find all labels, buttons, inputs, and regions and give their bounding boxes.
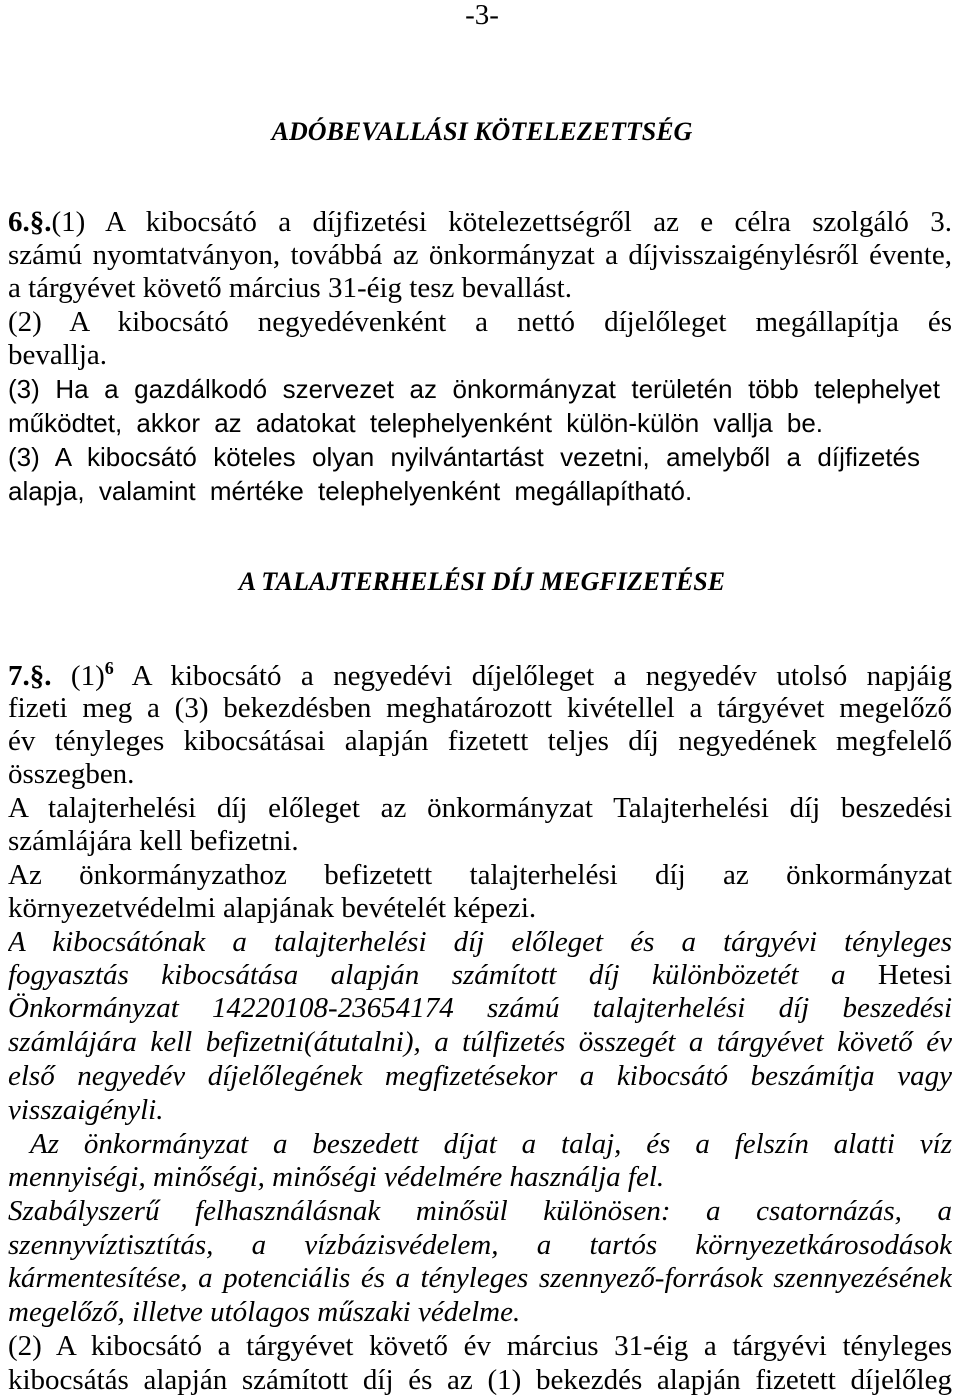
paragraph-number: 6.§. bbox=[8, 206, 52, 238]
italic-line: visszaigényli. bbox=[8, 1094, 164, 1126]
paragraph-line: Az önkormányzathoz befizetett talajterhelési díj az önkormányzat bbox=[8, 859, 952, 891]
paragraph-line: fizeti meg a (3) bekezdésben meghatározott kivétellel a tárgyévet megelőző bbox=[8, 692, 952, 724]
paragraph-line: számlájára kell befizetni. bbox=[8, 825, 299, 857]
paragraph-line bbox=[8, 659, 952, 693]
page-number: -3- bbox=[465, 0, 499, 30]
paragraph-line: környezetvédelmi alapjának bevételét képezi. bbox=[8, 892, 537, 924]
paragraph-line: alapja, valamint mértéke telephelyenként megállapítható. bbox=[8, 476, 693, 506]
italic-line bbox=[8, 958, 952, 992]
municipality-name: Hetesi bbox=[877, 959, 952, 991]
paragraph-text: A kibocsátó a negyedévi díjelőleget a negyedév utolsó napjáig bbox=[131, 660, 952, 692]
paragraph-line: év tényleges kibocsátásai alapján fizetett teljes díj negyedének megfelelő bbox=[8, 725, 952, 757]
italic-line: kármentesítése, a potenciális és a tényleges szennyező-források szennyezésének bbox=[8, 1262, 952, 1294]
italic-line: Szabályszerű felhasználásnak minősül különösen: a csatornázás, a bbox=[8, 1195, 952, 1227]
italic-line: Önkormányzat 14220108-23654174 számú talajterhelési díj beszedési bbox=[8, 992, 952, 1024]
paragraph-line: összegben. bbox=[8, 758, 135, 790]
paragraph-line: bevallja. bbox=[8, 339, 108, 371]
italic-line: megelőző, illetve utólagos műszaki védelme. bbox=[8, 1296, 521, 1328]
paragraph-line: működtet, akkor az adatokat telephelyenként külön-külön vallja be. bbox=[8, 408, 824, 438]
italic-line: számlájára kell befizetni(átutalni), a túlfizetés összegét a tárgyévet követő év bbox=[8, 1026, 952, 1058]
paragraph-line: (3) A kibocsátó köteles olyan nyilvántartást vezetni, amelyből a díjfizetés bbox=[8, 442, 920, 472]
footnote-marker: 6 bbox=[104, 659, 114, 678]
subsection-number: (1) bbox=[70, 660, 105, 692]
italic-line: szennyvíztisztítás, a vízbázisvédelem, a tartós környezetkárosodások bbox=[8, 1229, 952, 1261]
paragraph-line: a tárgyévet követő március 31-éig tesz bevallást. bbox=[8, 272, 572, 304]
paragraph-line: kibocsátás alapján számított díj és az (1) bekezdés alapján fizetett díjelőleg bbox=[8, 1364, 952, 1396]
italic-line: mennyiségi, minőségi, minőségi védelmére használja fel. bbox=[8, 1161, 665, 1193]
paragraph-text: (1) A kibocsátó a díjfizetési kötelezettségről az e célra szolgáló 3. bbox=[51, 206, 952, 238]
paragraph-line: A talajterhelési díj előleget az önkormányzat Talajterhelési díj beszedési bbox=[8, 792, 952, 824]
paragraph-line: számú nyomtatványon, továbbá az önkormányzat a díjvisszaigénylésről évente, bbox=[8, 239, 952, 271]
paragraph-line bbox=[8, 205, 952, 239]
paragraph-line: (3) Ha a gazdálkodó szervezet az önkormányzat területén több telephelyet bbox=[8, 374, 940, 404]
italic-line: A kibocsátónak a talajterhelési díj előleget és a tárgyévi tényleges bbox=[8, 926, 952, 958]
italic-line: első negyedév díjelőlegének megfizetésekor a kibocsátó beszámítja vagy bbox=[8, 1060, 952, 1092]
italic-line: Az önkormányzat a beszedett díjat a talaj, és a felszín alatti víz bbox=[30, 1128, 952, 1160]
paragraph-line: (2) A kibocsátó negyedévenként a nettó díjelőleget megállapítja és bbox=[8, 306, 952, 338]
section-heading: A TALAJTERHELÉSI DÍJ MEGFIZETÉSE bbox=[238, 567, 726, 596]
paragraph-line: (2) A kibocsátó a tárgyévet követő év március 31-éig a tárgyévi tényleges bbox=[8, 1330, 952, 1362]
italic-text: fogyasztás kibocsátása alapján számított díj különbözetét a bbox=[8, 959, 846, 991]
section-heading: ADÓBEVALLÁSI KÖTELEZETTSÉG bbox=[271, 117, 693, 146]
paragraph-number: 7.§. bbox=[8, 660, 52, 692]
